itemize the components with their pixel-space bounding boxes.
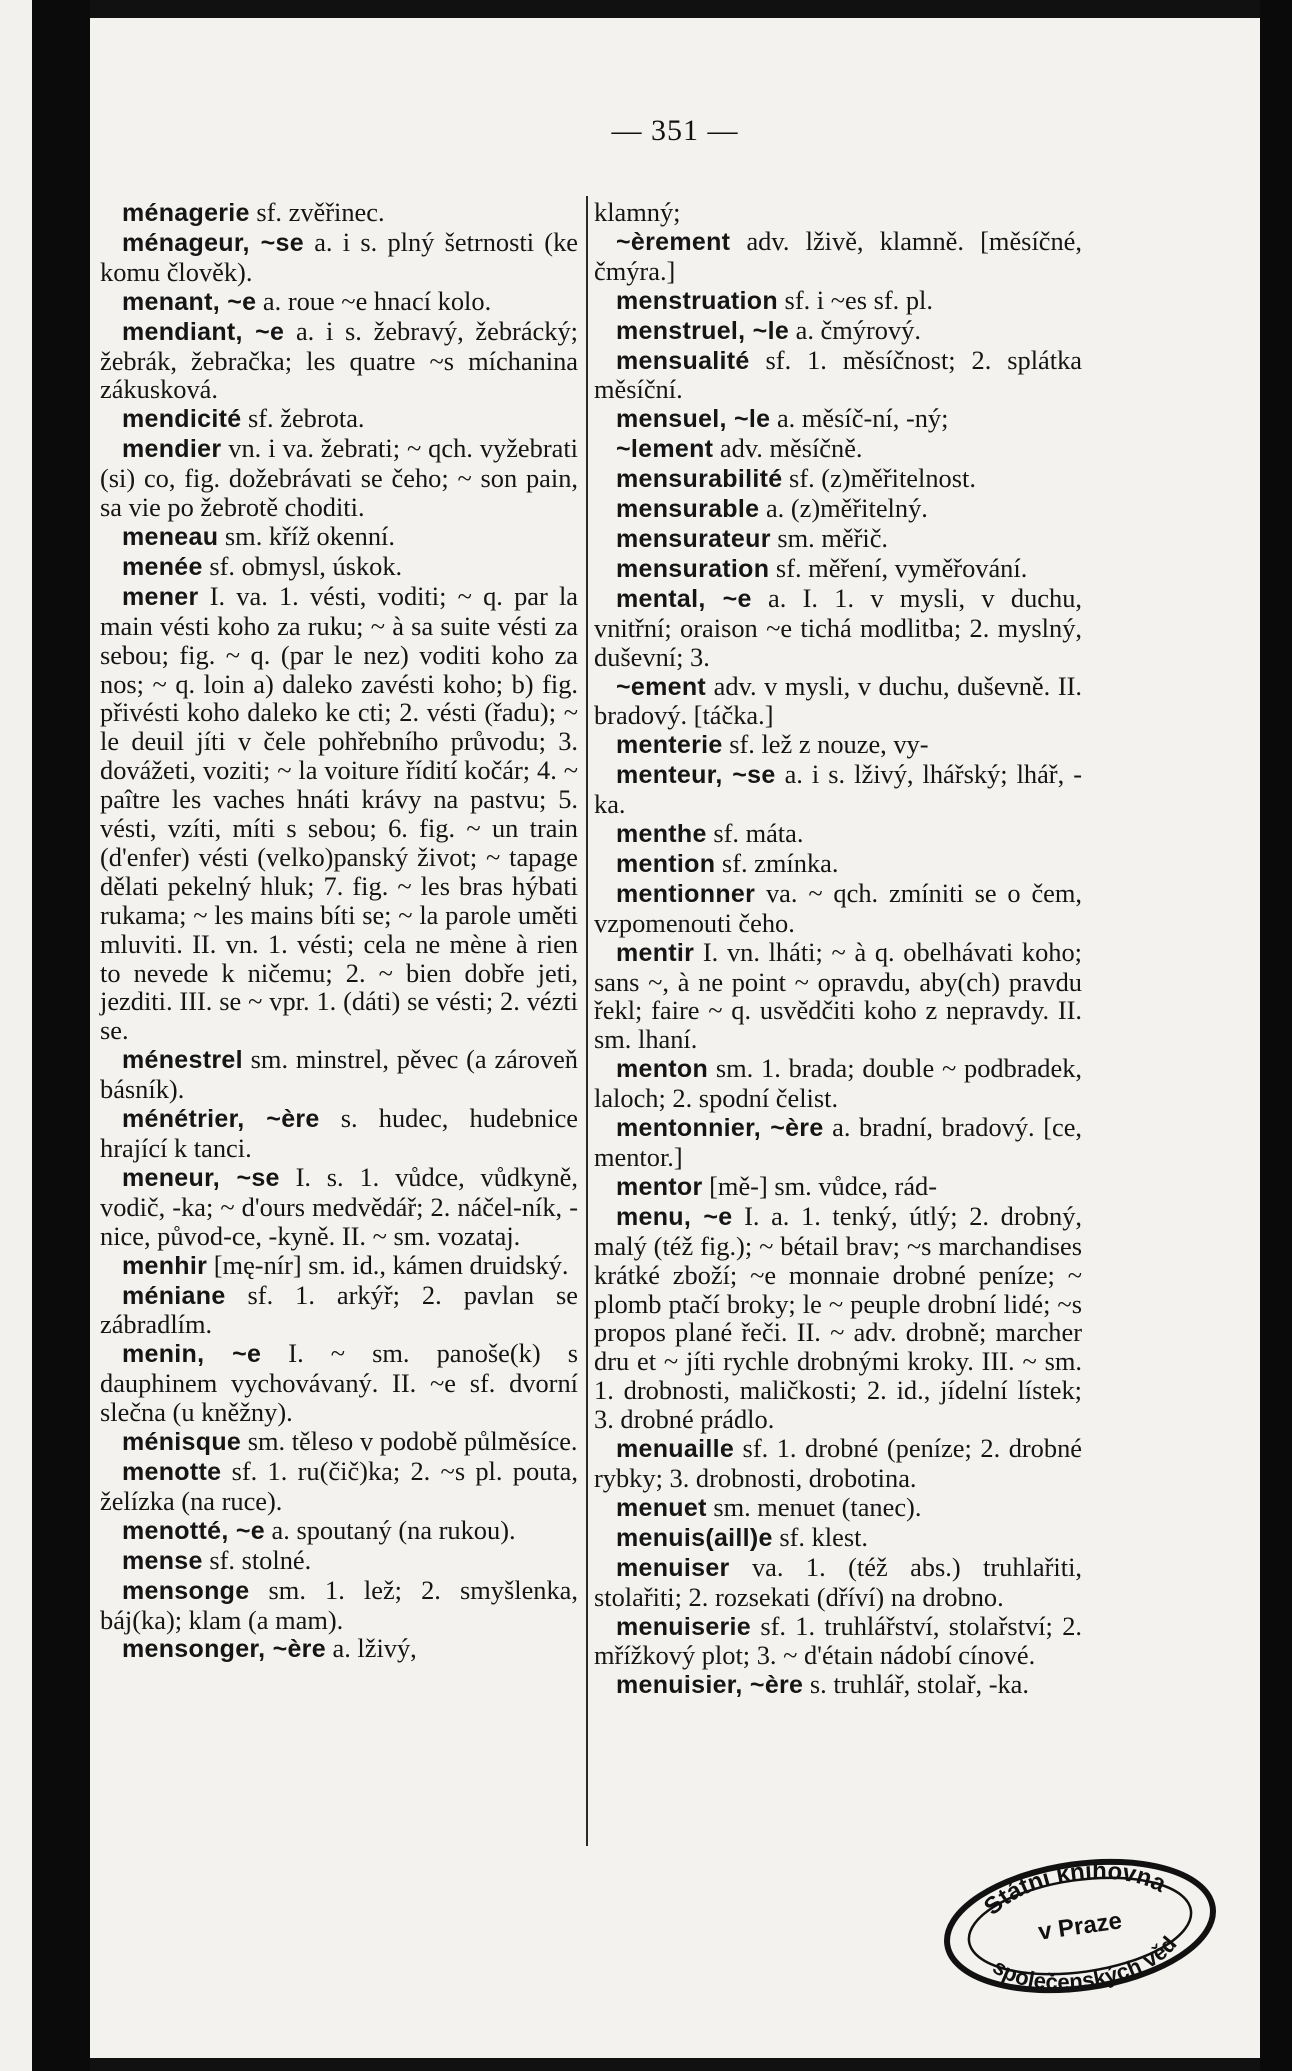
stamp-text-center: v Praze	[1036, 1907, 1124, 1946]
entry-headword: menuaille	[616, 1435, 735, 1464]
entry-headword: mendiant, ~e	[122, 317, 285, 346]
entry-definition: [mę-nír] sm. id., kámen druidský.	[207, 1249, 569, 1280]
dictionary-entry	[594, 346, 1082, 405]
gutter-shadow	[32, 0, 90, 2071]
entry-definition: va. ~ qch. zmíniti se o čem, vzpomenouti čeho.	[594, 877, 1082, 938]
dictionary-entry	[100, 1045, 578, 1104]
dictionary-entry	[594, 524, 1082, 554]
entry-definition: sf. stolné.	[202, 1544, 312, 1575]
entry-headword: ~èrement	[616, 227, 731, 256]
dictionary-page	[90, 18, 1260, 2058]
entry-headword: mentonnier, ~ère	[616, 1114, 824, 1143]
entry-headword: ménestrel	[122, 1046, 243, 1075]
entry-headword: menuisier, ~ère	[616, 1671, 804, 1700]
dictionary-entry	[594, 404, 1082, 434]
entry-headword: menant, ~e	[122, 287, 257, 316]
entry-definition: sm. těleso v podobě půlměsíce.	[241, 1426, 578, 1457]
dictionary-entry	[594, 227, 1082, 286]
entry-definition: a. I. 1. v mysli, v duchu, vnitřní; oraison ~e tichá modlitba; 2. myslný, duševní; 3.	[594, 582, 1082, 672]
entry-definition: sf. žebrota.	[241, 403, 365, 434]
dictionary-entry	[594, 434, 1082, 464]
entry-headword: mensonger, ~ère	[122, 1635, 326, 1664]
entry-definition: a. měsíč-ní, -ný;	[770, 403, 949, 434]
dictionary-entry	[100, 287, 578, 317]
entry-headword: mensurabilité	[616, 465, 783, 494]
dictionary-entry	[100, 1104, 578, 1163]
entry-definition: sm. menuet (tanec).	[706, 1491, 922, 1522]
dictionary-entry	[100, 1457, 578, 1516]
dictionary-entry	[594, 1434, 1082, 1493]
dictionary-entry	[594, 1670, 1082, 1700]
dictionary-entry	[594, 1113, 1082, 1172]
entry-definition: sm. měřič.	[770, 522, 889, 553]
dictionary-entry	[594, 1054, 1082, 1113]
entry-definition: sf. máta.	[706, 818, 804, 849]
entry-definition: [mě-] sm. vůdce, rád-	[702, 1170, 938, 1201]
entry-headword: méniane	[122, 1281, 226, 1310]
entry-definition: s. truhlář, stolař, -ka.	[803, 1669, 1029, 1700]
dictionary-entry	[594, 1553, 1082, 1612]
entry-definition: sf. i ~es sf. pl.	[777, 284, 933, 315]
entry-headword: ménisque	[122, 1428, 242, 1457]
entry-headword: mensualité	[616, 346, 750, 375]
left-page-edge	[0, 0, 32, 2071]
entry-definition: a. bradní, bradový. [ce, mentor.]	[594, 1112, 1083, 1172]
entry-headword: mention	[616, 849, 716, 878]
entry-headword: menteur, ~se	[616, 761, 776, 790]
entry-definition: sf. (z)měřitelnost.	[782, 463, 976, 494]
dictionary-entry	[594, 760, 1082, 819]
dictionary-entry	[594, 1523, 1082, 1553]
entry-headword: menu, ~e	[616, 1202, 733, 1231]
dictionary-entry	[100, 582, 578, 1046]
dictionary-entry	[100, 198, 578, 228]
entry-definition: a. i s. lživý, lhářský; lhář, -ka.	[594, 759, 1083, 820]
entry-definition: klamný;	[594, 197, 681, 227]
dictionary-entry	[100, 1546, 578, 1576]
stamp-text-top: Státní knihovna	[978, 1857, 1171, 1921]
entry-definition: a. (z)měřitelný.	[759, 493, 928, 524]
entry-definition: sf. lež z nouze, vy-	[722, 729, 929, 760]
entry-headword: menin, ~e	[122, 1340, 262, 1369]
dictionary-entry	[100, 228, 578, 287]
dictionary-entry	[594, 464, 1082, 494]
entry-headword: menhir	[122, 1251, 208, 1280]
dictionary-entry	[100, 522, 578, 552]
dictionary-entry	[100, 434, 578, 522]
entry-definition: sm. 1. lež; 2. smyšlenka, báj(ka); klam (a mam).	[100, 1574, 578, 1635]
right-column	[594, 198, 1082, 1700]
dictionary-entry	[594, 730, 1082, 760]
dictionary-entry	[594, 1612, 1082, 1671]
entry-headword: mendier	[122, 435, 222, 464]
dictionary-entry	[594, 198, 1082, 227]
entry-headword: mental, ~e	[616, 584, 752, 613]
entry-definition: sf. obmysl, úskok.	[202, 550, 403, 581]
dictionary-entry	[100, 1251, 578, 1281]
dictionary-entry	[594, 938, 1082, 1055]
entry-definition: vn. i va. žebrati; ~ qch. vyžebrati (si) co, fig. dožebrávati se čeho; ~ son pain, sa vie po žebrotě choditi.	[100, 433, 578, 523]
entry-headword: ~ement	[616, 672, 707, 701]
entry-definition: sf. 1. arkýř; 2. pavlan se zábradlím.	[100, 1279, 578, 1340]
dictionary-entry	[100, 317, 578, 405]
entry-headword: meneur, ~se	[122, 1163, 280, 1192]
right-edge-shadow	[1260, 0, 1292, 2071]
dictionary-entry	[100, 1427, 578, 1457]
entry-headword: mensuel, ~le	[616, 405, 771, 434]
entry-definition: I. s. 1. vůdce, vůdkyně, vodič, -ka; ~ d'ours medvědář; 2. náčel-ník, -nice, původ-ce, -kyně. II. ~ sm. vozataj.	[100, 1161, 578, 1251]
entry-definition: sf. zvěřinec.	[249, 197, 385, 227]
entry-headword: menée	[122, 552, 203, 581]
dictionary-entry	[594, 819, 1082, 849]
entry-definition: a. i s. žebravý, žebrácký; žebrák, žebračka; les quatre ~s míchanina zákusková.	[100, 315, 578, 405]
dictionary-entry	[594, 286, 1082, 316]
entry-headword: mensurable	[616, 495, 760, 524]
page-number: — 351 —	[611, 114, 739, 147]
entry-headword: mentionner	[616, 879, 756, 908]
dictionary-entry	[594, 494, 1082, 524]
dictionary-entry	[594, 584, 1082, 672]
entry-definition: sf. zmínka.	[715, 847, 839, 878]
entry-definition: sm. 1. brada; double ~ podbradek, laloch; 2. spodní čelist.	[594, 1053, 1082, 1114]
dictionary-entry	[594, 879, 1082, 938]
entry-headword: mense	[122, 1546, 203, 1575]
entry-headword: menotté, ~e	[122, 1516, 265, 1545]
entry-definition: adv. měsíčně.	[713, 433, 863, 464]
column-divider	[586, 196, 588, 1846]
dictionary-entry	[100, 1339, 578, 1427]
entry-definition: va. 1. (též abs.) truhlařiti, stolařiti; 2. rozsekati (dříví) na drobno.	[594, 1551, 1082, 1612]
dictionary-entry	[100, 404, 578, 434]
dictionary-entry	[594, 316, 1082, 346]
dictionary-entry	[594, 1493, 1082, 1523]
entry-headword: ~lement	[616, 435, 714, 464]
entry-headword: menuiserie	[616, 1612, 752, 1641]
entry-headword: mensuration	[616, 554, 770, 583]
entry-definition: a. čmýrový.	[789, 314, 921, 345]
entry-headword: menuis(aill)e	[616, 1523, 773, 1552]
entry-definition: sf. 1. truhlářství, stolařství; 2. mřížkový plot; 3. ~ d'étain nádobí cínové.	[594, 1610, 1082, 1671]
dictionary-entry	[594, 849, 1082, 879]
entry-headword: menuiser	[616, 1553, 730, 1582]
left-column	[100, 198, 578, 1664]
dictionary-entry	[594, 1202, 1082, 1434]
library-stamp	[938, 1854, 1222, 1994]
dictionary-entry	[100, 1576, 578, 1635]
entry-definition: a. lživý,	[325, 1633, 417, 1664]
entry-headword: ménageur, ~se	[122, 228, 304, 257]
dictionary-entry	[594, 554, 1082, 584]
dictionary-entry	[594, 672, 1082, 731]
entry-definition: sm. minstrel, pěvec (a zároveň básník).	[100, 1044, 578, 1105]
dictionary-entry	[100, 552, 578, 582]
entry-definition: sm. kříž okenní.	[218, 520, 395, 551]
entry-headword: ménagerie	[122, 199, 250, 227]
entry-headword: menstruel, ~le	[616, 316, 790, 345]
entry-definition: a. spoutaný (na rukou).	[264, 1514, 516, 1545]
entry-definition: s. hudec, hudebnice hrající k tanci.	[100, 1103, 578, 1163]
entry-definition: a. roue ~e hnací kolo.	[256, 285, 492, 316]
dictionary-entry	[100, 1516, 578, 1546]
entry-headword: menstruation	[616, 286, 778, 315]
entry-definition: I. vn. lháti; ~ à q. obelhávati koho; sans ~, à ne point ~ opravdu, aby(ch) pravdu řekl; faire ~ q. usvědčiti koho z nepravdy. II. sm. lhaní.	[594, 936, 1082, 1055]
entry-headword: menuet	[616, 1493, 707, 1522]
entry-definition: sf. měření, vyměřování.	[769, 552, 1028, 583]
entry-headword: mentir	[616, 938, 695, 967]
entry-definition: sf. klest.	[772, 1521, 869, 1552]
entry-definition: adv. lživě, klamně. [měsíčné, čmýra.]	[594, 225, 1082, 286]
entry-definition: I. a. 1. tenký, útlý; 2. drobný, malý (též fig.); ~ bétail brav; ~s marchandises krátké zboží; ~e monnaie drobné peníze; ~ plomb ptačí broky; le ~ peuple drobní lidé; ~s propos plané řeči. II. ~ adv. drobně; marcher dru et ~ jíti rychle drobnými kroky. III. ~ sm. 1. drobnosti, maličkosti; 2. id., jídelní lístek; 3. drobné prádlo.	[594, 1200, 1082, 1435]
entry-definition: I. va. 1. vésti, voditi; ~ q. par la main vésti koho za ruku; ~ à sa suite vésti za sebou; fig. ~ q. (par le nez) voditi koho za nos; ~ q. loin a) daleko zavésti koho; b) fig. přivésti koho daleko ke cti; 2. vésti (řadu); ~ le deuil jíti v čele pohřebního průvodu; 3. dovážeti, voziti; ~ la voiture řídití kočár; 4. ~ paître les vaches hnáti krávy na pastvu; 5. vésti, vzíti, míti s sebou; 6. fig. ~ un train (d'enfer) vésti (velko)panský život; ~ tapage dělati pekelný hluk; 7. fig. ~ les bras hýbati rukama; ~ les mains bíti se; ~ la parole uměti mluviti. II. vn. 1. vésti; cela ne mène à rien to nevede k ničemu; 2. ~ bien dobře jeti, jezditi. III. se ~ vpr. 1. (dáti) se vésti; 2. vézti se.	[100, 580, 578, 1046]
entry-definition: I. ~ sm. panoše(k) s dauphinem vychovávaný. II. ~e sf. dvorní slečna (u kněžny).	[100, 1338, 578, 1428]
entry-headword: mensonge	[122, 1576, 250, 1605]
entry-headword: mener	[122, 582, 199, 611]
entry-headword: menterie	[616, 731, 723, 760]
stamp-text-bottom: společenských věd	[988, 1931, 1182, 1994]
entry-definition: a. i s. plný šetrnosti (ke komu člověk).	[100, 226, 578, 287]
entry-definition: sf. 1. ru(čič)ka; 2. ~s pl. pouta, želízka (na ruce).	[100, 1455, 578, 1516]
dictionary-entry	[100, 1634, 578, 1664]
dictionary-entry	[100, 1163, 578, 1251]
entry-definition: sf. 1. měsíčnost; 2. splátka měsíční.	[594, 344, 1082, 405]
entry-definition: sf. 1. drobné (peníze; 2. drobné rybky; 3. drobnosti, drobotina.	[594, 1433, 1082, 1493]
dictionary-entry	[594, 1172, 1082, 1202]
entry-headword: meneau	[122, 522, 219, 551]
entry-headword: mendicité	[122, 405, 242, 434]
entry-headword: mentor	[616, 1172, 703, 1201]
entry-definition: adv. v mysli, v duchu, duševně. II. bradový. [táčka.]	[594, 670, 1082, 731]
entry-headword: menotte	[122, 1457, 222, 1486]
dictionary-entry	[100, 1281, 578, 1340]
entry-headword: menthe	[616, 820, 707, 849]
entry-headword: menton	[616, 1055, 709, 1084]
entry-headword: mensurateur	[616, 524, 771, 553]
entry-headword: ménétrier, ~ère	[122, 1105, 320, 1134]
